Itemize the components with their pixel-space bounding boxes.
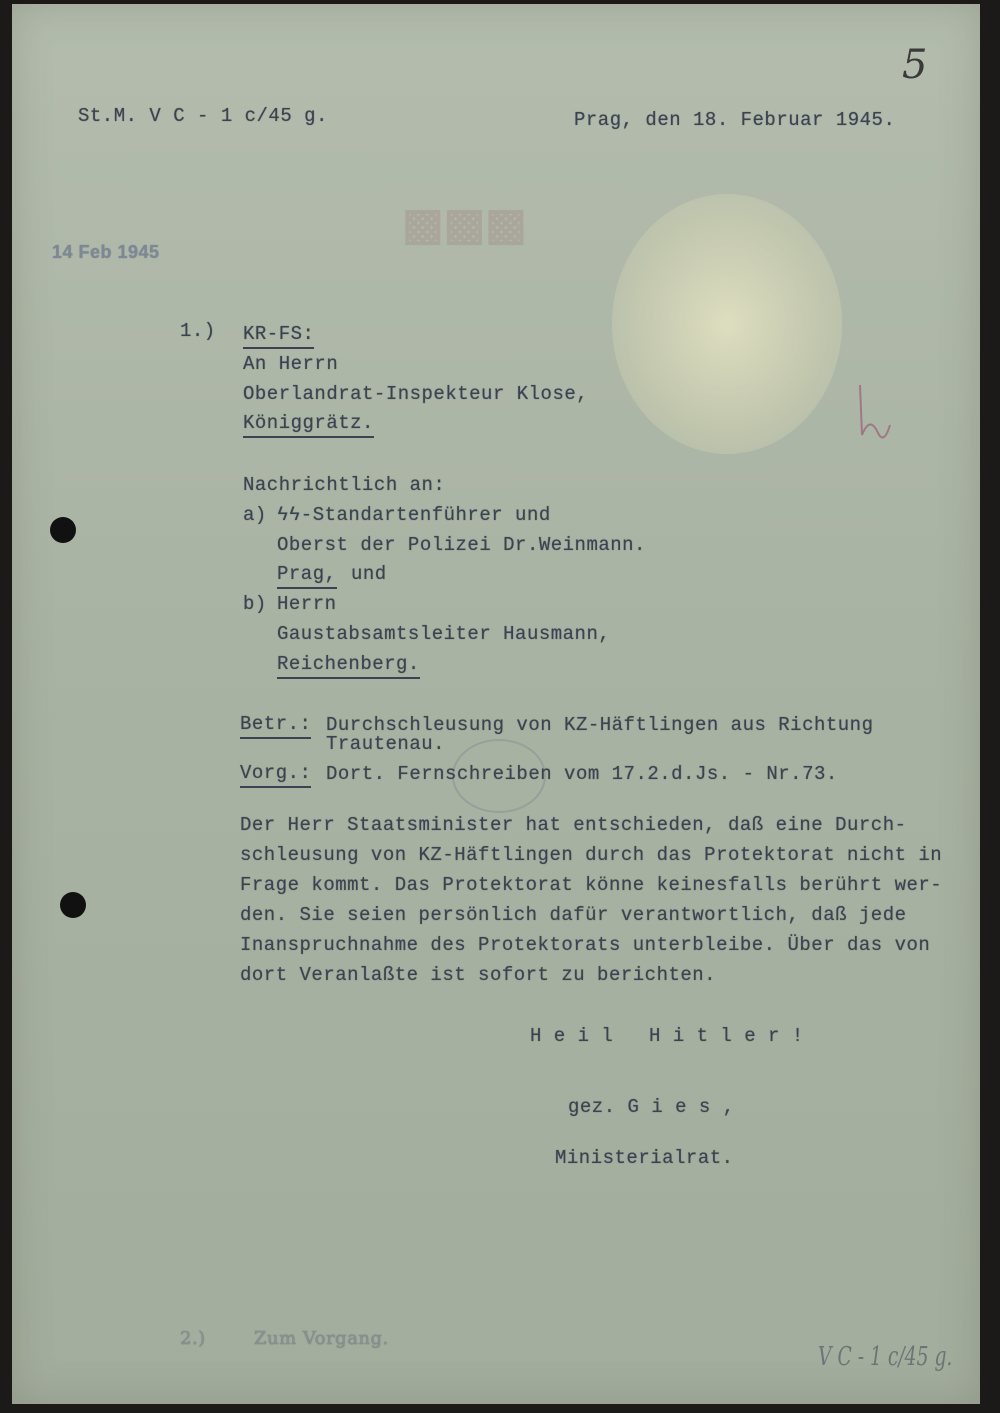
copy-a-and: und xyxy=(351,563,387,585)
prior-text: Dort. Fernschreiben vom 17.2.d.Js. - Nr.73. xyxy=(326,763,838,785)
body-line-2: schleusung von KZ-Häftlingen durch das Protektorat nicht in xyxy=(240,844,943,866)
copy-a-marker: a) xyxy=(243,504,267,526)
addressee-place: Königgrätz. xyxy=(243,414,374,438)
addressee-line-1: An Herrn xyxy=(243,353,339,375)
body-line-1: Der Herr Staatsminister hat entschieden, daß eine Durch- xyxy=(240,814,907,836)
addressee-line-2: Oberlandrat-Inspekteur Klose, xyxy=(243,383,589,405)
received-stamp: 14 Feb 1945 xyxy=(52,242,160,262)
signature-line: gez. G i e s , xyxy=(568,1096,735,1118)
body-line-6: dort Veranlaßte ist sofort zu berichten. xyxy=(240,964,717,986)
file-reference: St.M. V C - 1 c/45 g. xyxy=(78,105,328,127)
item-2-number: 2.) xyxy=(180,1328,206,1349)
item-2-text: Zum Vorgang. xyxy=(254,1328,389,1349)
document-page xyxy=(12,4,980,1404)
transmission-channel: KR-FS: xyxy=(243,325,314,349)
copy-b-line-2: Gaustabsamtsleiter Hausmann, xyxy=(277,623,611,645)
copy-a-line-2: Oberst der Polizei Dr.Weinmann. xyxy=(277,534,646,556)
faded-stamp: ▩▩▩ xyxy=(402,200,527,249)
subject-line-2: Trautenau. xyxy=(326,733,446,755)
pencil-marks xyxy=(840,375,900,455)
place-and-date: Prag, den 18. Februar 1945. xyxy=(574,109,896,131)
punch-hole-lower xyxy=(60,892,86,918)
body-line-3: Frage kommt. Das Protektorat könne keinesfalls berührt wer- xyxy=(240,874,943,896)
page-number: 5 xyxy=(902,42,928,88)
item-1-number: 1.) xyxy=(180,320,216,342)
copy-to-intro: Nachrichtlich an: xyxy=(243,474,446,496)
copy-b-line-1: Herrn xyxy=(277,593,337,615)
water-stain xyxy=(612,194,842,454)
copy-a-place: Prag, xyxy=(277,565,337,589)
body-line-5: Inanspruchnahme des Protektorats unterbleibe. Über das von xyxy=(240,934,931,956)
copy-b-marker: b) xyxy=(243,593,267,615)
subject-label: Betr.: xyxy=(240,715,311,739)
prior-label: Vorg.: xyxy=(240,764,311,788)
subject-line-1: Durchschleusung von KZ-Häftlingen aus Richtung xyxy=(326,714,874,736)
body-line-4: den. Sie seien persönlich dafür verantwortlich, daß jede xyxy=(240,904,907,926)
closing-salute: H e i l H i t l e r ! xyxy=(530,1025,804,1047)
handwritten-file-note: V C - 1 c/45 g. xyxy=(818,1342,953,1372)
copy-a-line-1: ϟϟ-Standartenführer und xyxy=(277,504,551,526)
punch-hole-upper xyxy=(50,517,76,543)
copy-b-place: Reichenberg. xyxy=(277,655,420,679)
signatory-rank: Ministerialrat. xyxy=(555,1147,734,1169)
